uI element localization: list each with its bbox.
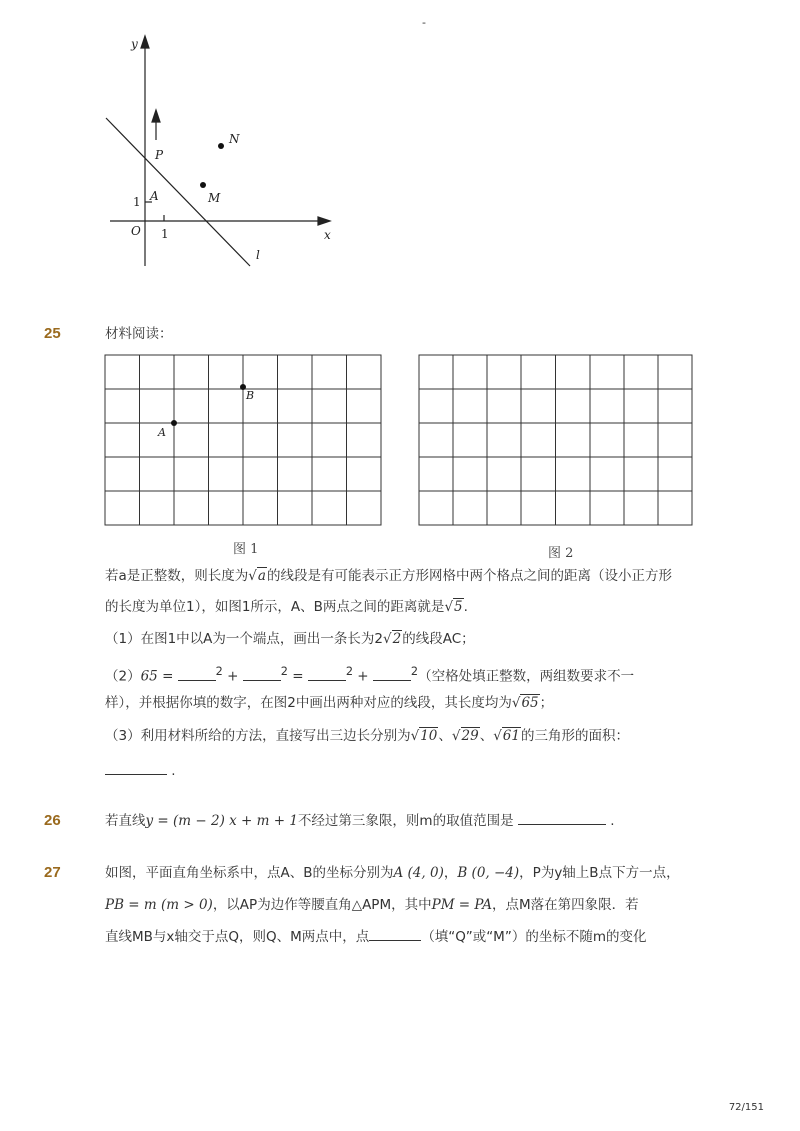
origin-label: O [131,224,141,238]
grid-point-b-label: B [246,389,255,402]
q25-line2: 的长度为单位1），如图1所示，A、B两点之间的距离就是√5. [105,599,468,615]
q26-number: 26 [44,812,61,829]
q25-line7: . [105,762,176,781]
axis-x-label: x [324,228,331,242]
grid-figure-2 [418,354,694,528]
blank-4[interactable] [373,668,411,681]
q25-line1: 若a是正整数，则长度为√a的线段是有可能表示正方形网格中两个格点之间的距离（设小正方形 [105,568,672,584]
top-mark: - [422,16,426,29]
grid1-caption: 图 1 [233,542,259,557]
point-p-label: P [155,148,164,162]
grid-point-a [171,420,177,426]
sqrt-29: √29 [451,728,479,744]
tick-y-label: 1 [133,195,141,209]
q25-line4: （2）65 = $^2$ + $^2$ = $^2$ + $^2$（空格处填正整数，两组数要求不一 [105,665,635,685]
q25-line6: （3）利用材料所给的方法，直接写出三边长分别为√10、√29、√61的三角形的面积： [105,728,629,744]
coordinate-figure [100,30,340,270]
sqrt-2: √2 [383,631,402,647]
blank-2[interactable] [243,668,281,681]
q27-number: 27 [44,864,61,881]
sqrt-10: √10 [410,728,438,744]
q25-line5: 样），并根据你填的数字，在图2中画出两种对应的线段，其长度均为√65； [105,695,554,711]
q26-blank[interactable] [518,812,606,825]
grid-point-a-label: A [158,426,166,439]
point-m-label: M [208,191,221,205]
grid-figure-1 [104,354,384,528]
area-blank[interactable] [105,762,167,775]
q25-line3: （1）在图1中以A为一个端点，画出一条长为2√2的线段AC； [105,631,475,647]
grid2-caption: 图 2 [548,546,574,561]
page-number: 72/151 [728,1102,764,1113]
sqrt-65: √65 [511,695,539,711]
point-n [218,143,224,149]
q27-line3: 直线MB与x轴交于点Q，则Q、M两点中，点 （填“Q”或“M”）的坐标不随m的变化 [105,929,647,945]
q27-line2: PB = m (m > 0)，以AP为边作等腰直角△APM，其中PM = PA，点M落在第四象限．若 [105,897,639,913]
blank-1[interactable] [178,668,216,681]
blank-3[interactable] [308,668,346,681]
sqrt-61: √61 [493,728,520,744]
axis-y-label: y [131,37,138,51]
point-m [200,182,206,188]
y-axis-arrow [141,36,149,48]
sqrt-5: √5 [444,599,463,615]
q26-text: 若直线y = (m − 2) x + m + 1不经过第三象限，则m的取值范围是 . [105,813,615,829]
q27-blank[interactable] [369,928,421,941]
sqrt-a: √a [248,568,266,584]
point-a-label: A [150,189,159,203]
line-l-label: l [256,248,260,262]
tick-x-label: 1 [161,227,169,241]
q27-line1: 如图，平面直角坐标系中，点A、B的坐标分别为A (4, 0)，B (0, −4)，P为y轴上B点下方一点， [105,865,680,881]
point-n-label: N [229,132,240,146]
x-axis-arrow [318,217,330,225]
q25-title: 材料阅读： [105,326,173,342]
q25-number: 25 [44,325,61,342]
